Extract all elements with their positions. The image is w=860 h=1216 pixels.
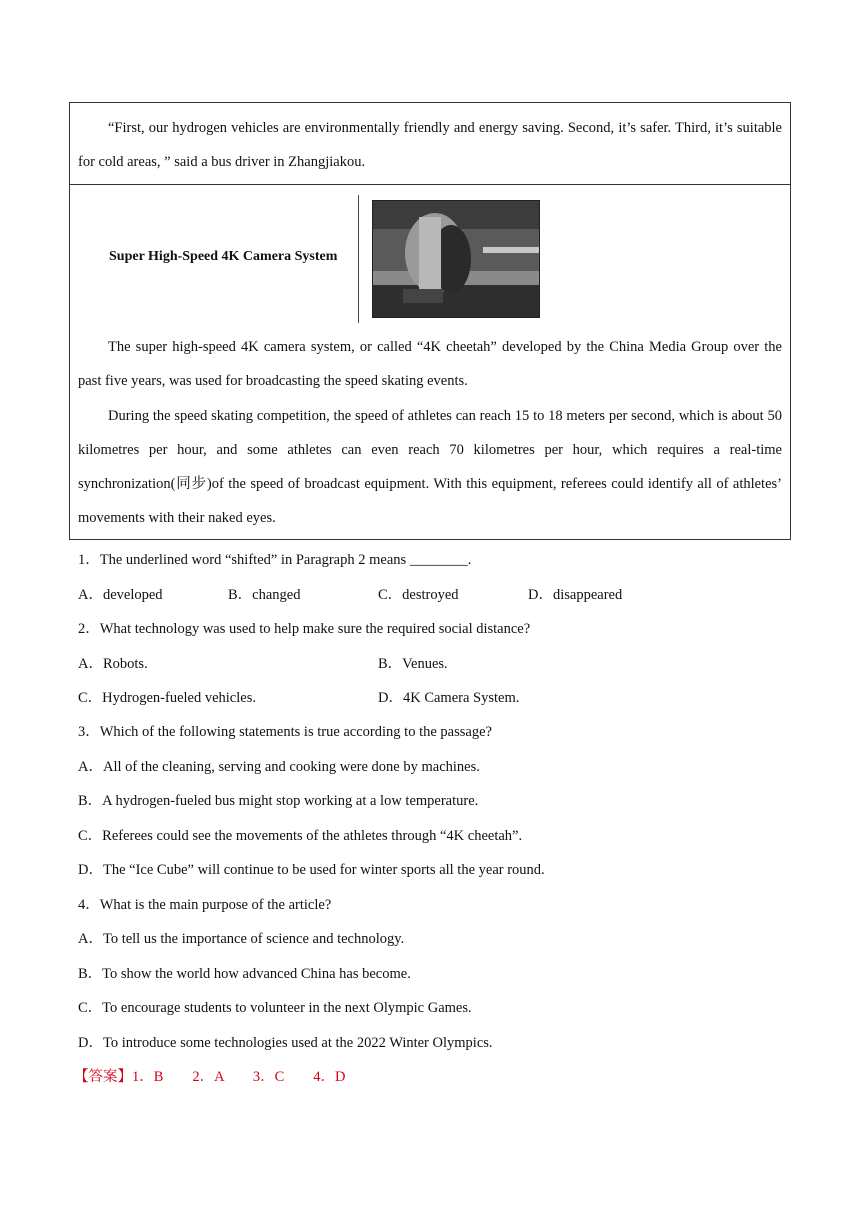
question-3-option-c: C．Referees could see the movements of the athletes through “4K cheetah”.	[78, 828, 523, 844]
question-3-option-b: B．A hydrogen-fueled bus might stop working at a low temperature.	[78, 793, 479, 809]
question-3-option-d: D．The “Ice Cube” will continue to be used for winter sports all the year round.	[78, 862, 545, 878]
question-1-option-d: D．disappeared	[528, 587, 623, 603]
question-2-option-c: C．Hydrogen-fueled vehicles.	[78, 690, 256, 706]
question-2-option-b: B．Venues.	[378, 656, 448, 672]
question-4-stem: 4．What is the main purpose of the article?	[78, 897, 332, 913]
question-1-stem: 1．The underlined word “shifted” in Paragraph 2 means ________.	[78, 552, 472, 568]
answer-key: 【答案】1．B 2．A 3．C 4．D	[74, 1069, 346, 1085]
camera-system-title: Super High-Speed 4K Camera System	[109, 249, 338, 264]
question-4-option-b: B．To show the world how advanced China has become.	[78, 966, 411, 982]
question-4-option-c: C．To encourage students to volunteer in the next Olympic Games.	[78, 1000, 472, 1016]
question-1-option-a: A．developed	[78, 587, 163, 603]
question-1-option-c: C．destroyed	[378, 587, 459, 603]
question-3-option-a: A．All of the cleaning, serving and cooking were done by machines.	[78, 759, 480, 775]
camera-paragraph-1: The super high-speed 4K camera system, or called “4K cheetah” developed by the China Media Group over the past five years, was used for broadcasting the speed skating events.	[78, 339, 782, 389]
question-2-option-d: D．4K Camera System.	[378, 690, 520, 706]
question-4-option-a: A．To tell us the importance of science and technology.	[78, 931, 405, 947]
camera-photo	[372, 200, 540, 318]
question-2-stem: 2．What technology was used to help make sure the required social distance?	[78, 621, 531, 637]
cell-divider	[358, 195, 359, 323]
passage-table	[69, 102, 791, 540]
question-2-option-a: A．Robots.	[78, 656, 148, 672]
question-3-stem: 3．Which of the following statements is true according to the passage?	[78, 724, 492, 740]
quote-paragraph: “First, our hydrogen vehicles are environmentally friendly and energy saving. Second, it’s safer. Third, it’s suitable for cold areas, ” said a bus driver in Zhangjiakou.	[78, 120, 782, 170]
camera-paragraph-2: During the speed skating competition, the speed of athletes can reach 15 to 18 meters per second, which is about 50 kilometres per hour, and some athletes can even reach 70 kilometres per hour, which requires a real-time synchronization(同步)of the speed of broadcast equipment. With this equipment, referees could identify all of athletes’ movements with their naked eyes.	[78, 408, 782, 526]
table-row-divider	[70, 184, 790, 185]
question-4-option-d: D．To introduce some technologies used at the 2022 Winter Olympics.	[78, 1035, 493, 1051]
question-1-option-b: B．changed	[228, 587, 301, 603]
